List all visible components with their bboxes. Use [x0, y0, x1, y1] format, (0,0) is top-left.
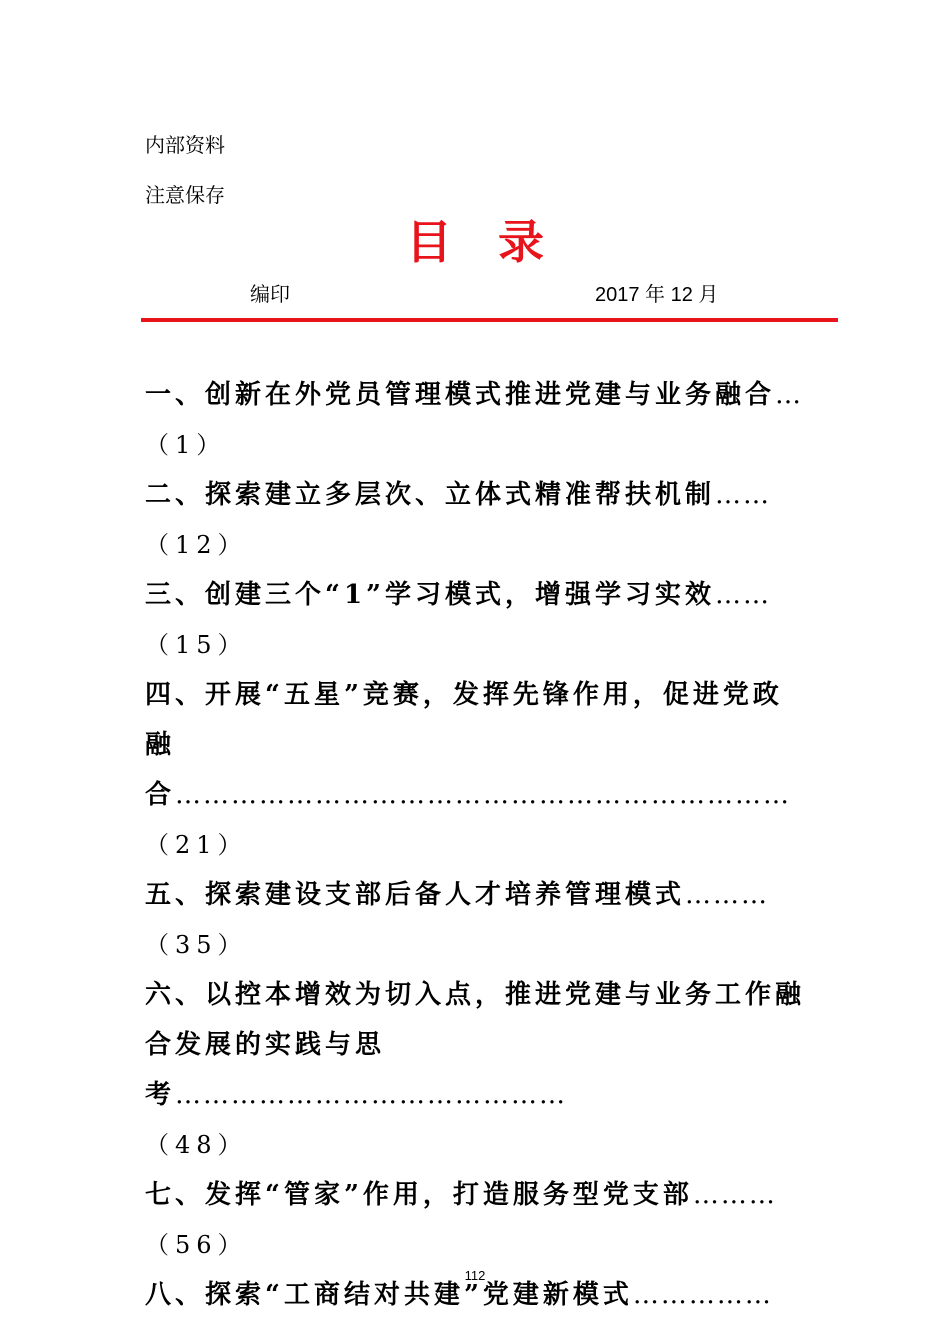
toc-leader-dots: …: [775, 380, 804, 410]
toc-entry-title: 八、探索“工商结对共建”党建新模式: [145, 1280, 633, 1310]
toc-leader-dots: ……………………………………: [175, 1080, 568, 1110]
title-char-1: 目: [406, 215, 452, 269]
toc-leader-dots: …………………………………………………………: [175, 780, 792, 810]
toc-leader-dots: ……: [715, 580, 772, 610]
toc-entry-3[interactable]: [145, 570, 805, 670]
page-title: [0, 214, 950, 270]
red-divider: [141, 318, 838, 322]
toc-entry-4[interactable]: [145, 670, 805, 870]
toc-entry-7[interactable]: [145, 1170, 805, 1270]
toc-leader-dots: ………: [685, 880, 770, 910]
toc-page-number: （21）: [145, 831, 248, 859]
editor-label: 编印: [250, 284, 290, 306]
toc-page-number: （15）: [145, 631, 248, 659]
toc-entry-title: 四、开展“五星”竞赛，发挥先锋作用，促进党政融合: [145, 680, 783, 810]
toc-entry-title: 七、发挥“管家”作用，打造服务型党支部: [145, 1180, 693, 1210]
toc-page-number: （35）: [145, 931, 248, 959]
toc-leader-dots: ……………: [632, 1280, 773, 1310]
internal-material-label: 内部资料: [145, 133, 225, 157]
toc-page-number: （48）: [145, 1131, 248, 1159]
toc-entry-5[interactable]: [145, 870, 805, 970]
toc-entry-6[interactable]: [145, 970, 805, 1170]
toc-leader-dots: ……: [715, 480, 772, 510]
toc-page-number: （56）: [145, 1231, 248, 1259]
toc-entry-2[interactable]: [145, 470, 805, 570]
keep-safe-label: 注意保存: [145, 183, 225, 207]
toc-page-number: （12）: [145, 531, 248, 559]
title-char-2: 录: [498, 215, 544, 269]
toc-leader-dots: ………: [692, 1180, 777, 1210]
toc-entry-title: 一、创新在外党员管理模式推进党建与业务融合: [145, 380, 776, 410]
publish-date: 2017 年 12 月: [595, 284, 719, 306]
toc-entry-title: 五、探索建设支部后备人才培养管理模式: [145, 880, 686, 910]
toc-entry-1[interactable]: [145, 370, 805, 470]
toc-page-number: （1）: [145, 431, 227, 459]
toc-entry-title: 三、创建三个“1”学习模式，增强学习实效: [145, 580, 716, 610]
toc-entry-title: 六、以控本增效为切入点，推进党建与业务工作融合发展的实践与思考: [145, 980, 806, 1110]
toc-entry-title: 二、探索建立多层次、立体式精准帮扶机制: [145, 480, 716, 510]
footer-page-number: 112: [464, 1268, 486, 1283]
table-of-contents: [145, 370, 805, 1320]
